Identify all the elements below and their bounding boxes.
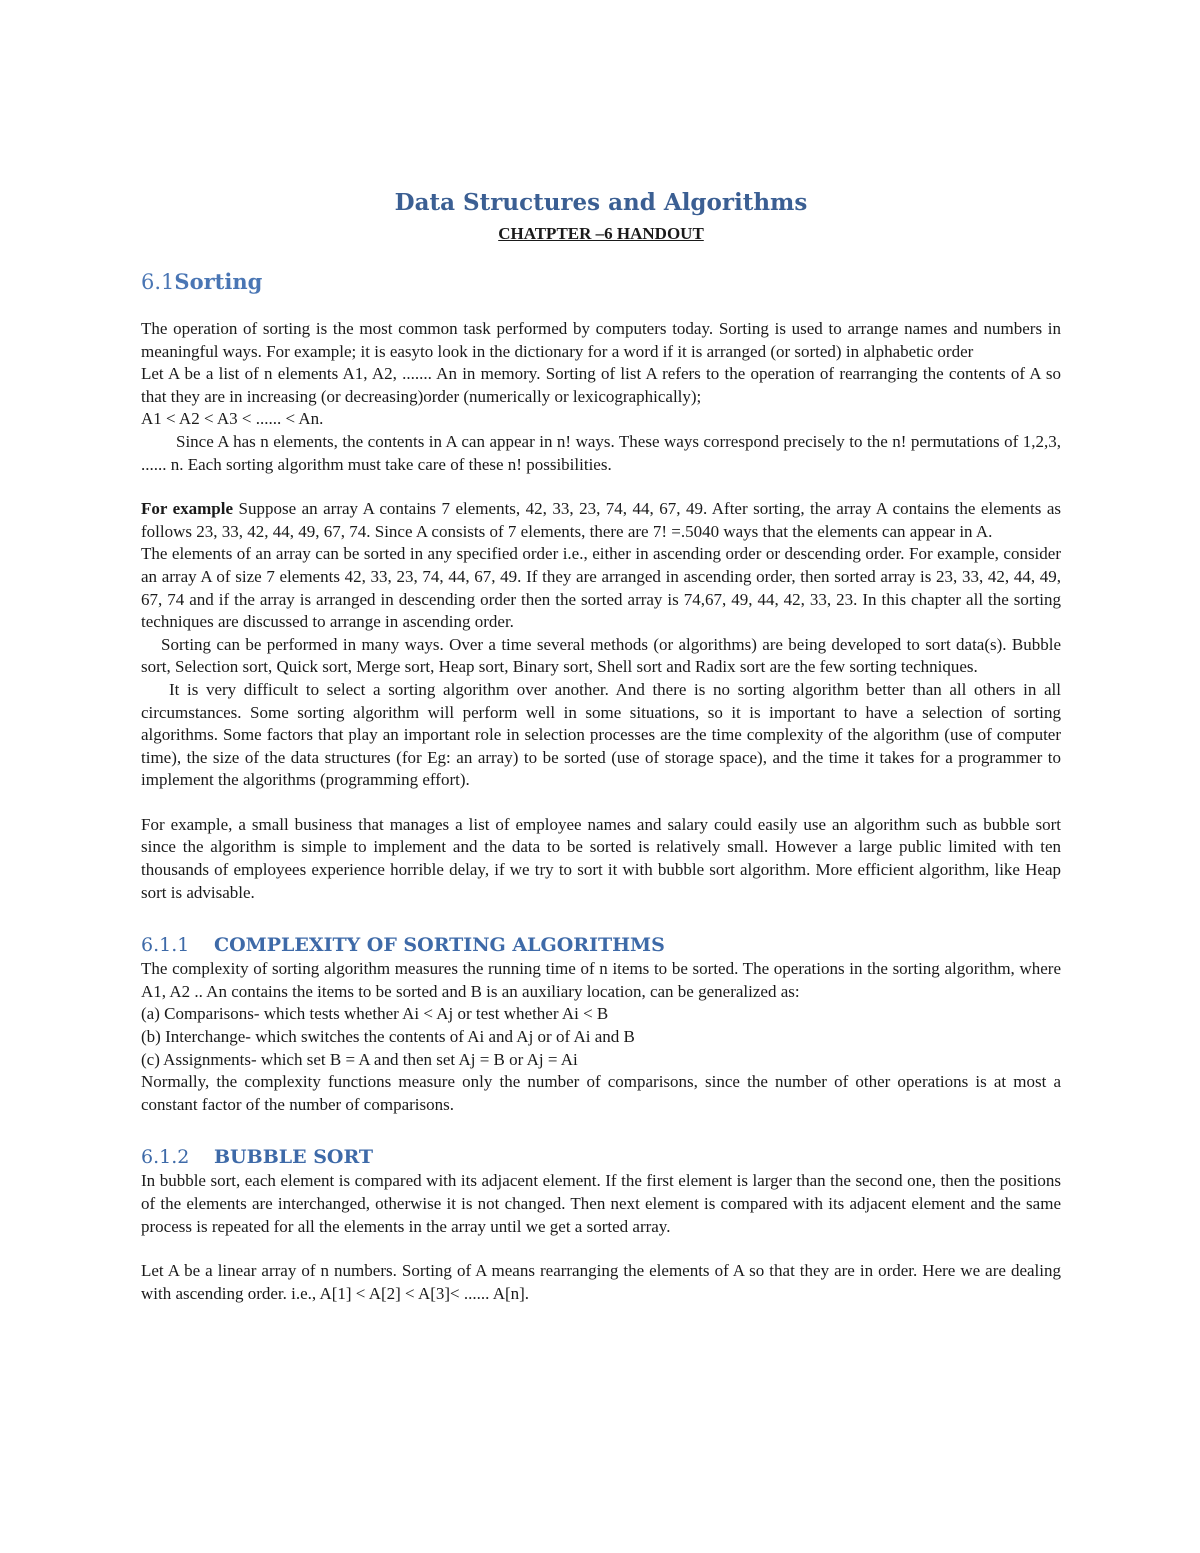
section-title: BUBBLE SORT [214,1146,374,1169]
paragraph: A1 < A2 < A3 < ...... < An. [141,409,324,429]
list-item: (c) Assignments- which set B = A and then set Aj = B or Aj = Ai [141,1049,578,1069]
paragraph: In bubble sort, each element is compared with its adjacent element. If the first element is larger than the second one, then the positions of the elements are interchanged, otherwise it is not changed. Then next element is compared with its adjacent element and the same process is repeated for all the elements in the array until we get a sorted array. [141,1171,1061,1236]
document-title: Data Structures and Algorithms [394,189,808,216]
document-subtitle: CHATPTER –6 HANDOUT [498,224,704,243]
paragraph: It is very difficult to select a sorting algorithm over another. And there is no sorting algorithm better than all others in all circumstances. Some sorting algorithm will perform well in some situations, so it is important to have a selection of sorting algorithms. Some factors that play an important role in selection processes are the time complexity of the algorithm (use of computer time), the size of the data structures (for Eg: an array) to be sorted (use of storage space), and the time it takes for a programmer to implement the algorithms (programming effort). [141,679,1061,790]
section-heading-sorting [141,268,1061,296]
paragraph: The elements of an array can be sorted in any specified order i.e., either in ascending order or descending order. For example, consider an array A of size 7 elements 42, 33, 23, 74, 44, 67, 49. If they are arranged in ascending order, then sorted array is 23, 33, 42, 44, 49, 67, 74 and if the array is arranged in descending order then the sorted array is 74,67, 49, 44, 42, 33, 23. In this chapter all the sorting techniques are discussed to arrange in ascending order. [141,544,1061,632]
paragraph: The operation of sorting is the most common task performed by computers today. Sorting is used to arrange names and numbers in meaningful ways. For example; it is easyto look in the dictionary for a word if it is arranged (or sorted) in alphabetic order [141,319,1061,361]
paragraph: Let A be a list of n elements A1, A2, ....... An in memory. Sorting of list A refers to the operation of rearranging the contents of A so that they are in increasing (or decreasing)order (numerically or lexicographically); [141,364,1061,406]
paragraph: For example, a small business that manages a list of employee names and salary could easily use an algorithm such as bubble sort since the algorithm is simple to implement and the data to be sorted is relatively small. However a large public limited with ten thousands of employees experience horrible delay, if we try to sort it with bubble sort algorithm. More efficient algorithm, like Heap sort is advisable. [141,814,1061,902]
example-text: Suppose an array A contains 7 elements, 42, 33, 23, 74, 44, 67, 49. After sorting, the array A contains the elements as follows 23, 33, 42, 44, 49, 67, 74. Since A consists of 7 elements, there are 7! =.5040 ways that the elements can appear in A. [141,499,1061,541]
section-heading-bubble-sort [141,1144,1061,1170]
section-heading-complexity [141,932,1061,958]
list-item: (a) Comparisons- which tests whether Ai < Aj or test whether Ai < B [141,1004,609,1024]
paragraph: Let A be a linear array of n numbers. Sorting of A means rearranging the elements of A so that they are in order. Here we are dealing with ascending order. i.e., A[1] < A[2] < A[3]< ...... A[n]. [141,1261,1061,1303]
section-number: 6.1.2 [141,1146,190,1169]
paragraph: The complexity of sorting algorithm measures the running time of n items to be sorted. The operations in the sorting algorithm, where A1, A2 .. An contains the items to be sorted and B is an auxiliary location, can be generalized as: [141,959,1061,1001]
paragraph: Sorting can be performed in many ways. Over a time several methods (or algorithms) are being developed to sort data(s). Bubble sort, Selection sort, Quick sort, Merge sort, Heap sort, Binary sort, Shell sort and Radix sort are the few sorting techniques. [141,634,1061,677]
document-page [141,188,1061,1305]
section-number: 6.1 [141,270,175,294]
section-number: 6.1.1 [141,934,190,957]
example-label: For example [141,499,234,519]
section-title: Sorting [174,269,263,294]
section-title: COMPLEXITY OF SORTING ALGORITHMS [214,934,665,957]
paragraph: Since A has n elements, the contents in A can appear in n! ways. These ways correspond precisely to the n! permutations of 1,2,3, ...... n. Each sorting algorithm must take care of these n! possibilities. [141,431,1061,474]
example-paragraph [141,498,1061,543]
list-item: (b) Interchange- which switches the contents of Ai and Aj or of Ai and B [141,1027,635,1047]
paragraph: Normally, the complexity functions measure only the number of comparisons, since the number of other operations is at most a constant factor of the number of comparisons. [141,1072,1061,1114]
